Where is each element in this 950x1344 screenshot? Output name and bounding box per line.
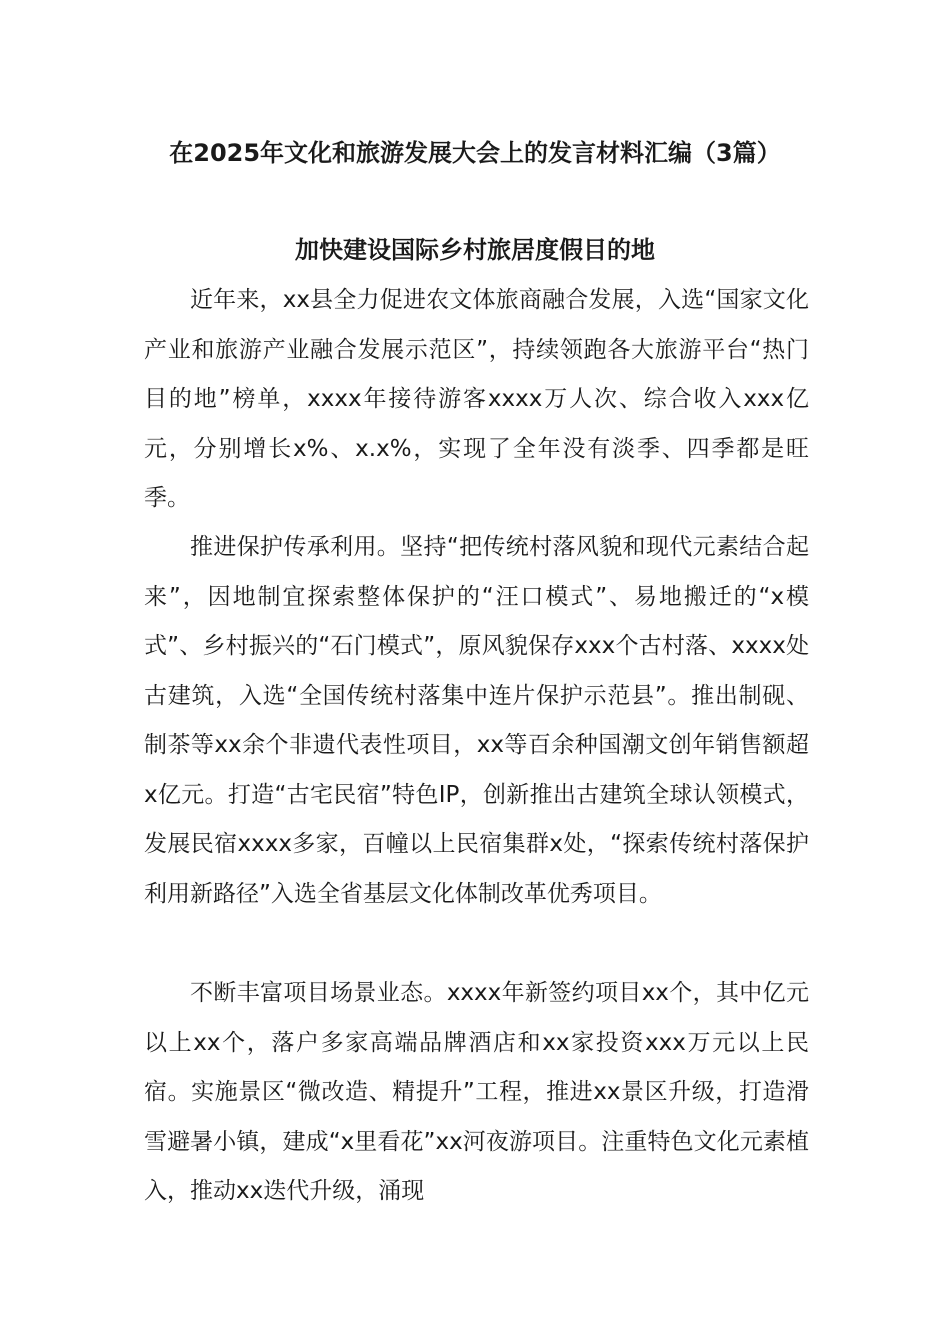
- document-title: 在2025年文化和旅游发展大会上的发言材料汇编（3篇）: [169, 139, 781, 167]
- paragraph-projects: 不断丰富项目场景业态。xxxx年新签约项目xx个，其中亿元以上xx个，落户多家高端品牌酒店和xx家投资xxx万元以上民宿。实施景区“微改造、精提升”工程，推进xx景区升级，打造滑雪避暑小镇，建成“x里看花”xx河夜游项目。注重特色文化元素植入，推动xx迭代升级，涌现: [144, 980, 809, 1204]
- paragraph-protection: 推进保护传承利用。坚持“把传统村落风貌和现代元素结合起来”，因地制宜探索整体保护的“汪口模式”、易地搬迁的“x模式”、乡村振兴的“石门模式”，原风貌保存xxx个古村落、xxxx处古建筑，入选“全国传统村落集中连片保护示范县”。推出制砚、制茶等xx余个非遗代表性项目，xx等百余种国潮文创年销售额超x亿元。打造“古宅民宿”特色IP，创新推出古建筑全球认领模式，发展民宿xxxx多家，百幢以上民宿集群x处，“探索传统村落保护利用新路径”入选全省基层文化体制改革优秀项目。: [144, 534, 809, 907]
- document-subtitle: 加快建设国际乡村旅居度假目的地: [295, 236, 655, 264]
- paragraph-intro: 近年来，xx县全力促进农文体旅商融合发展，入选“国家文化产业和旅游产业融合发展示范区”，持续领跑各大旅游平台“热门目的地”榜单，xxxx年接待游客xxxx万人次、综合收入xxx亿元，分别增长x%、x.x%，实现了全年没有淡季、四季都是旺季。: [144, 287, 809, 511]
